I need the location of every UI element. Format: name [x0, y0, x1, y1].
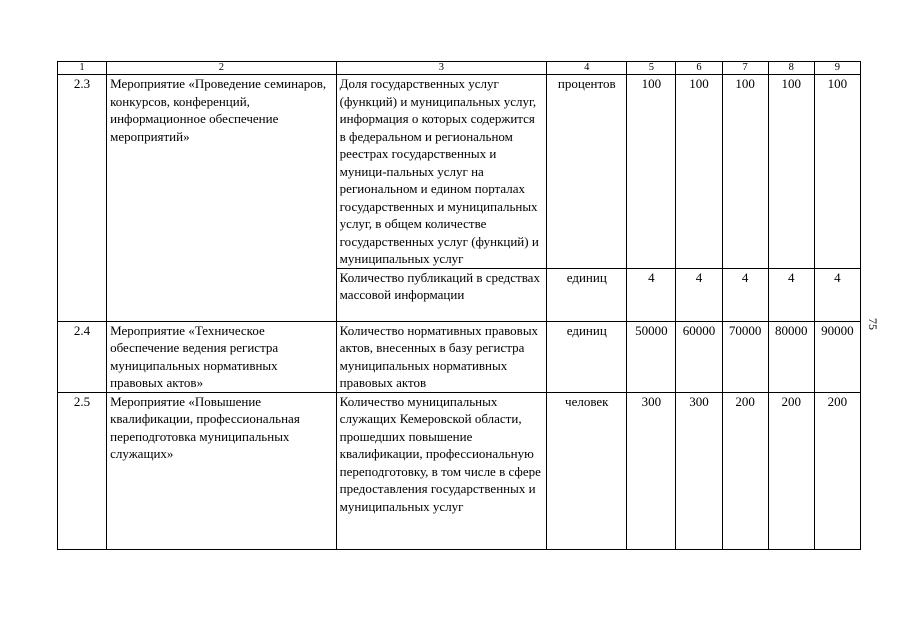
column-number: 6 [676, 62, 722, 75]
row-number: 2.5 [58, 392, 107, 549]
column-number: 5 [627, 62, 676, 75]
unit: человек [547, 392, 627, 549]
event-name: Мероприятие «Проведение семинаров, конкурсов, конференций, информационное обеспечение мероприятий» [107, 75, 337, 322]
value-cell: 200 [722, 392, 768, 549]
column-number: 9 [814, 62, 860, 75]
row-number: 2.3 [58, 75, 107, 322]
value-cell: 4 [722, 268, 768, 321]
value-cell: 60000 [676, 321, 722, 392]
value-cell: 200 [814, 392, 860, 549]
row-number: 2.4 [58, 321, 107, 392]
value-cell: 4 [627, 268, 676, 321]
unit: единиц [547, 268, 627, 321]
value-cell: 4 [768, 268, 814, 321]
indicator-name: Количество публикаций в средствах массовой информации [336, 268, 547, 321]
value-cell: 50000 [627, 321, 676, 392]
page-number: 75 [866, 318, 880, 330]
unit: процентов [547, 75, 627, 269]
event-name: Мероприятие «Повышение квалификации, профессиональная переподготовка муниципальных служащих» [107, 392, 337, 549]
value-cell: 100 [627, 75, 676, 269]
column-number-row [58, 62, 861, 75]
column-number: 3 [336, 62, 547, 75]
value-cell: 100 [768, 75, 814, 269]
value-cell: 70000 [722, 321, 768, 392]
value-cell: 100 [722, 75, 768, 269]
column-number: 4 [547, 62, 627, 75]
event-name: Мероприятие «Техническое обеспечение ведения регистра муниципальных нормативных правовых актов» [107, 321, 337, 392]
value-cell: 100 [676, 75, 722, 269]
table-row [58, 392, 861, 549]
value-cell: 4 [676, 268, 722, 321]
column-number: 2 [107, 62, 337, 75]
indicators-table [57, 61, 861, 550]
value-cell: 90000 [814, 321, 860, 392]
unit: единиц [547, 321, 627, 392]
column-number: 8 [768, 62, 814, 75]
value-cell: 200 [768, 392, 814, 549]
table-row [58, 75, 861, 269]
value-cell: 100 [814, 75, 860, 269]
value-cell: 4 [814, 268, 860, 321]
value-cell: 300 [627, 392, 676, 549]
table-row [58, 321, 861, 392]
indicator-name: Количество нормативных правовых актов, внесенных в базу регистра муниципальных нормативных правовых актов [336, 321, 547, 392]
column-number: 7 [722, 62, 768, 75]
indicator-name: Количество муниципальных служащих Кемеровской области, прошедших повышение квалификации, профессиональную переподготовку, в том числе в сфере предоставления государственных и муниципальных услуг [336, 392, 547, 549]
column-number: 1 [58, 62, 107, 75]
value-cell: 300 [676, 392, 722, 549]
indicator-name: Доля государственных услуг (функций) и муниципальных услуг, информация о которых содержится в федеральном и региональном реестрах государственных и муници-пальных услуг на региональном и едином порталах государственных и муниципальных услуг, в общем количестве государственных услуг (функций) и муниципальных услуг [336, 75, 547, 269]
value-cell: 80000 [768, 321, 814, 392]
